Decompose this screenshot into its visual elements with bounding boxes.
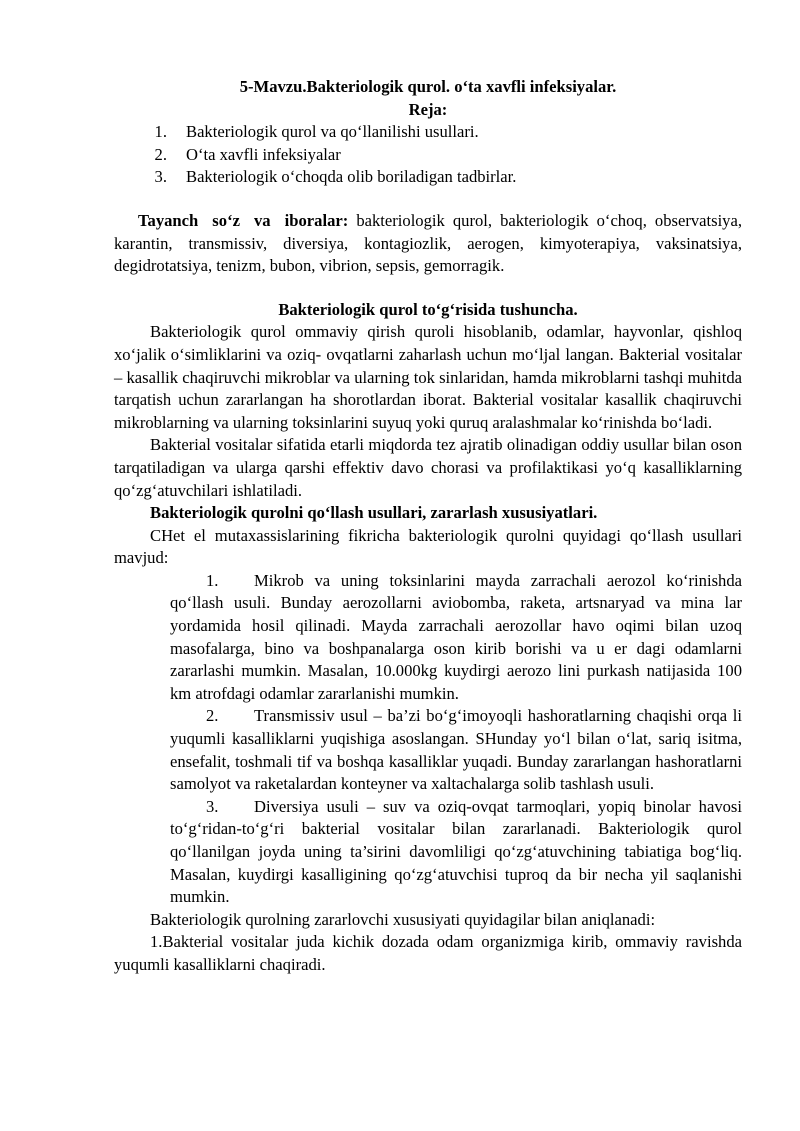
plan-item — [114, 166, 742, 189]
plan-item-text: Bakteriologik qurol va qo‘llanilishi usullari. — [186, 122, 479, 142]
document-title: 5-Mavzu.Bakteriologik qurol. o‘ta xavfli infeksiyalar. — [239, 77, 617, 96]
keywords-text: bakteriologik qurol, bakteriologik o‘choq, observatsiya, karantin, transmissiv, diversiya, kontagiozlik, aerogen, kimyoterapiya, vaksinatsiya, degidrotatsiya, tenizm, bubon, vibrion, sepsis, gemorragik. — [114, 210, 742, 276]
plan-item-text: Bakteriologik o‘choqda olib boriladigan tadbirlar. — [186, 167, 517, 187]
plan-item-number: 1. — [154, 122, 167, 142]
plan-item-number: 3. — [154, 167, 167, 187]
plan-item — [114, 121, 742, 144]
method-item — [170, 796, 742, 909]
plan-heading: Reja: — [408, 99, 448, 119]
method-item — [170, 705, 742, 795]
body-paragraph: 1.Bakterial vositalar juda kichik dozada odam organizmiga kirib, ommaviy ravishda yuqumli kasalliklarni chaqiradi. — [114, 932, 742, 974]
body-paragraph: Bakteriologik qurolning zararlovchi xususiyati quyidagilar bilan aniqlanadi: — [150, 909, 656, 929]
body-paragraph: CHet el mutaxassislarining fikricha bakteriologik qurolni quyidagi qo‘llash usullari mavjud: — [114, 525, 742, 568]
plan-item-number: 2. — [154, 144, 167, 164]
method-item — [170, 570, 742, 706]
keywords-paragraph — [114, 210, 742, 278]
plan-item-text: O‘ta xavfli infeksiyalar — [186, 144, 341, 164]
method-text: Diversiya usuli – suv va oziq-ovqat tarmoqlari, yopiq binolar havosi to‘g‘ridan-to‘g‘ri bakterial vositalar bilan zararlanadi. Bakteriologik qurol qo‘llanilgan joyda uning ta’sirini davomliligi qo‘zg‘atuvchining tabiatiga bog‘liq. Masalan, kuydirgi kasalligining qo‘zg‘atuvchisi tuproq da bir necha yil saqlanishi mumkin. — [170, 796, 742, 907]
body-paragraph: Bakterial vositalar sifatida etarli miqdorda tez ajratib olinadigan oddiy usullar bilan oson tarqatiladigan va ularga qarshi effektiv davo chorasi va profilaktikasi yo‘q kasalliklarning qo‘zg‘atuvchilari ishlatiladi. — [114, 435, 742, 500]
method-text: Mikrob va uning toksinlarini mayda zarrachali aerozol ko‘rinishda qo‘llash usuli. Bunday aerozollarni aviobomba, raketa, artsnaryad va mina lar yordamida hosil qilinadi. Mayda zarrachali aerozollar havo oqimi bilan uzoq masofalarga, bino va boshpanalarga oson kirib borishi va u er dagi odamlarni zararlashi mumkin. Masalan, 10.000kg kuydirgi aerozo lini purkash natijasida 100 km atrofdagi odamlar zararlanishi mumkin. — [170, 570, 742, 703]
spacer — [114, 278, 742, 299]
method-number: 1. — [206, 570, 219, 590]
section-heading: Bakteriologik qurol to‘g‘risida tushuncha. — [278, 299, 578, 319]
keywords-label: Tayanch so‘z va iboralar: — [138, 210, 349, 230]
document-page — [114, 76, 742, 977]
method-text: Transmissiv usul – ba’zi bo‘g‘imoyoqli hashoratlarning chaqishi orqa li yuqumli kasalliklarni yuqishiga asoslangan. SHunday yo‘l bilan o‘lat, sariq isitma, ensefalit, toshmali tif va boshqa kasalliklar yuqadi. Bunday zararlangan hashoratlarni samolyot va raketalardan konteyner va xaltachalarga solib tashlash usuli. — [170, 706, 742, 794]
section-heading: Bakteriologik qurolni qo‘llash usullari, zararlash xususiyatlari. — [150, 503, 598, 523]
method-number: 3. — [206, 796, 219, 816]
plan-list — [114, 121, 742, 189]
body-paragraph: Bakteriologik qurol ommaviy qirish quroli hisoblanib, odamlar, hayvonlar, qishloq xo‘jalik o‘simliklarini va oziq- ovqatlarni zaharlash uchun mo‘ljal langan. Bakterial vositalar – kasallik chaqiruvchi mikroblar va ularning tok sinlaridan, hamda mikroblarni tashqi muhitda tarqatish uchun zararlangan ha shorotlardan iborat. Bakterial vositalar kasallik chaqiruvchi mikroblarning va ularning toksinlarini suyuq yoki quruq aralashmalar ko‘rinishda bo‘ladi. — [114, 322, 742, 432]
method-number: 2. — [206, 706, 219, 726]
plan-item — [114, 144, 742, 167]
spacer — [114, 189, 742, 210]
